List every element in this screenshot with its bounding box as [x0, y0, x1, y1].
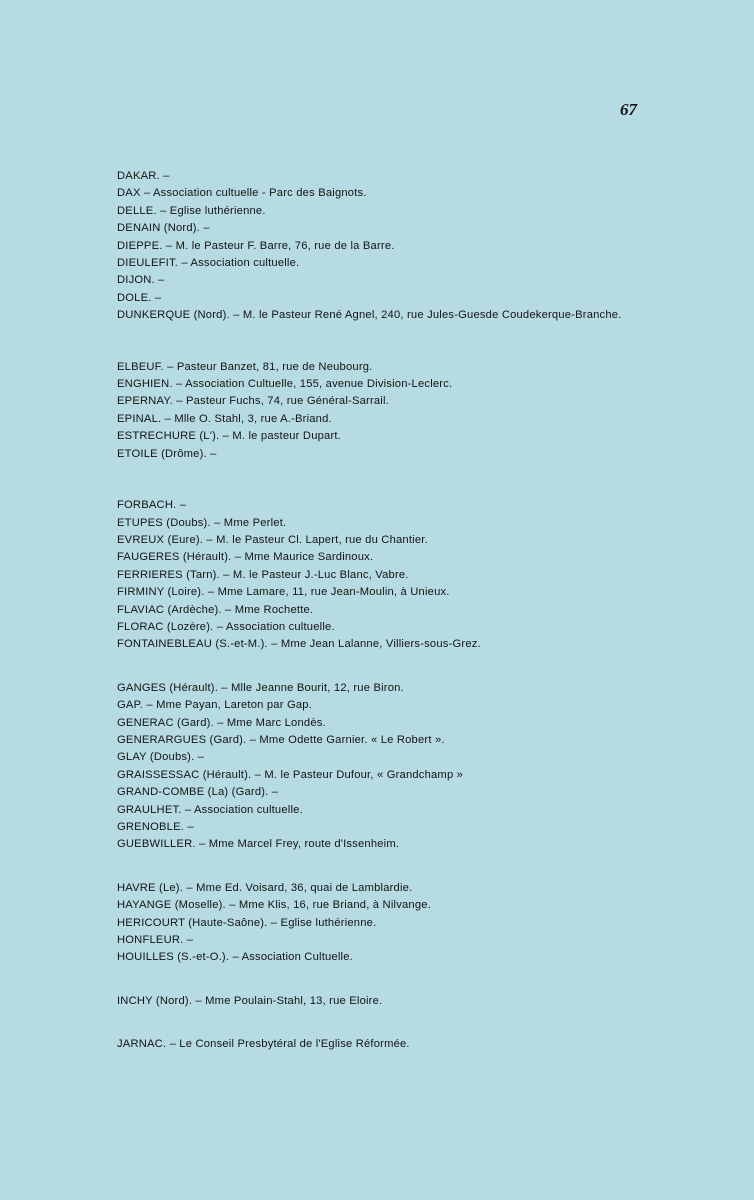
entry: GRAND-COMBE (La) (Gard). –	[117, 786, 279, 799]
entry: FERRIERES (Tarn). – M. le Pasteur J.-Luc Blanc, Vabre.	[117, 568, 409, 581]
entry: DOLE. –	[117, 291, 162, 304]
entries-group-g	[117, 680, 642, 854]
entry: GUEBWILLER. – Mme Marcel Frey, route d'Issenheim.	[117, 838, 400, 851]
entry: DAX – Association cultuelle - Parc des Baignots.	[117, 187, 367, 200]
entry: DELLE. – Eglise luthérienne.	[117, 204, 266, 217]
entry: GRAULHET. – Association cultuelle.	[117, 803, 303, 816]
entry: FIRMINY (Loire). – Mme Lamare, 11, rue Jean-Moulin, à Unieux.	[117, 586, 450, 599]
entry: FAUGERES (Hérault). – Mme Maurice Sardinoux.	[117, 551, 374, 564]
page-number: 67	[620, 100, 637, 119]
entry: FORBACH. –	[117, 499, 187, 512]
entry: ELBEUF. – Pasteur Banzet, 81, rue de Neubourg.	[117, 360, 373, 373]
entry: JARNAC. – Le Conseil Presbytéral de l'Eglise Réformée.	[117, 1038, 410, 1051]
entry: HONFLEUR. –	[117, 934, 194, 947]
directory-entries	[117, 168, 642, 1080]
entry: ETUPES (Doubs). – Mme Perlet.	[117, 516, 287, 529]
entry: GRAISSESSAC (Hérault). – M. le Pasteur Dufour, « Grandchamp »	[117, 768, 464, 781]
entries-group-d	[117, 168, 642, 325]
entry: FLAVIAC (Ardèche). – Mme Rochette.	[117, 603, 314, 616]
entry: GENERAC (Gard). – Mme Marc Londès.	[117, 716, 326, 729]
entry: DENAIN (Nord). –	[117, 222, 210, 235]
entry: FONTAINEBLEAU (S.-et-M.). – Mme Jean Lalanne, Villiers-sous-Grez.	[117, 638, 481, 651]
entries-group-f	[117, 497, 642, 654]
entry: HAVRE (Le). – Mme Ed. Voisard, 36, quai de Lamblardie.	[117, 881, 413, 894]
entry: GANGES (Hérault). – Mlle Jeanne Bourit, 12, rue Biron.	[117, 681, 404, 694]
entries-group-i	[117, 993, 642, 1010]
entry: EPERNAY. – Pasteur Fuchs, 74, rue Général-Sarrail.	[117, 395, 389, 408]
entry: GLAY (Doubs). –	[117, 751, 205, 764]
entry: FLORAC (Lozère). – Association cultuelle.	[117, 620, 335, 633]
entry: INCHY (Nord). – Mme Poulain-Stahl, 13, rue Eloire.	[117, 994, 383, 1007]
entry: DIEULEFIT. – Association cultuelle.	[117, 257, 300, 270]
entry: HERICOURT (Haute-Saône). – Eglise luthérienne.	[117, 916, 377, 929]
entry: HOUILLES (S.-et-O.). – Association Cultuelle.	[117, 951, 353, 964]
entry: GENERARGUES (Gard). – Mme Odette Garnier. « Le Robert ».	[117, 733, 445, 746]
entry: GRENOBLE. –	[117, 821, 194, 833]
entry: ENGHIEN. – Association Cultuelle, 155, avenue Division-Leclerc.	[117, 378, 453, 391]
entry: HAYANGE (Moselle). – Mme Klis, 16, rue Briand, à Nilvange.	[117, 899, 431, 912]
entries-group-e	[117, 359, 642, 463]
entry: EVREUX (Eure). – M. le Pasteur Cl. Lapert, rue du Chantier.	[117, 533, 428, 546]
entry: EPINAL. – Mlle O. Stahl, 3, rue A.-Briand.	[117, 412, 332, 425]
entry: DIJON. –	[117, 274, 165, 287]
entry: DIEPPE. – M. le Pasteur F. Barre, 76, rue de la Barre.	[117, 239, 395, 252]
entry: ESTRECHURE (L'). – M. le pasteur Dupart.	[117, 430, 342, 443]
entry: DUNKERQUE (Nord). – M. le Pasteur René Agnel, 240, rue Jules-Guesde Coudekerque-Branche.	[117, 309, 622, 322]
entries-group-j	[117, 1036, 642, 1053]
entries-group-h	[117, 880, 642, 967]
entry: ETOILE (Drôme). –	[117, 447, 217, 460]
entry: DAKAR. –	[117, 170, 170, 182]
entry: GAP. – Mme Payan, Lareton par Gap.	[117, 699, 313, 712]
